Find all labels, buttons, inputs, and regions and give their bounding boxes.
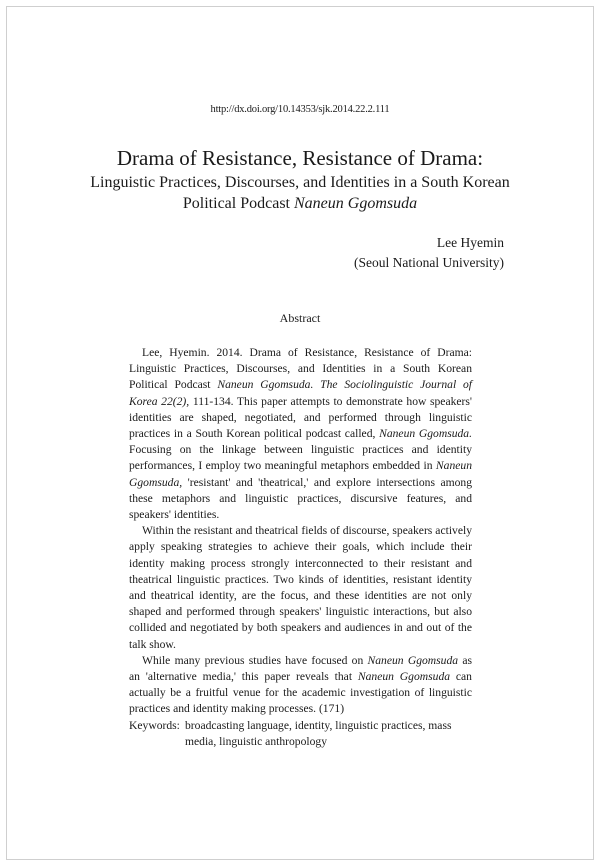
abstract-paragraph-1 — [129, 345, 472, 523]
author-name: Lee Hyemin — [436, 235, 504, 250]
subtitle-prefix: Political Podcast — [182, 195, 294, 212]
abstract-paragraph-3 — [129, 653, 472, 718]
keywords — [129, 718, 472, 750]
subtitle-line-1: Linguistic Practices, Discourses, and Identities in a South Korean — [90, 174, 510, 191]
abstract-text: can actually be a fruitful venue for the academic investigation of linguistic practices and identity making processes. (171) — [129, 670, 472, 716]
paper-title: Drama of Resistance, Resistance of Drama: — [116, 146, 484, 170]
doi-link[interactable]: http://dx.doi.org/10.14353/sjk.2014.22.2.111 — [210, 104, 390, 115]
podcast-name: Naneun Ggomsuda — [357, 670, 451, 684]
abstract-text: While many previous studies have focused on — [142, 653, 368, 667]
abstract-heading: Abstract — [279, 311, 321, 325]
citation-journal: Naneun Ggomsuda. The Sociolinguistic Journal of Korea 22(2), — [129, 378, 472, 408]
abstract-text: 111-134. This paper attempts to demonstrate how speakers' identities are shaped, negotiated, and performed through linguistic practices in a South Korean political podcast called, — [129, 394, 472, 441]
subtitle-line-2 — [0, 193, 600, 214]
podcast-name: Naneun Ggomsuda — [367, 653, 459, 667]
abstract-paragraph-2: Within the resistant and theatrical fields of discourse, speakers actively apply speaking strategies to achieve their goals, which include their identity making process strongly interconnected to their resistant and theatrical linguistic practices. Two kinds of identities, resistant identity and theatrical identity, are the focus, and these identities are not only shaped and performed through speakers' linguistic interactions, but also collided and negotiated by both speakers and audiences in and out of the talk show. — [129, 524, 472, 651]
abstract-body — [129, 345, 472, 750]
podcast-name: Naneun Ggomsuda. — [379, 427, 472, 441]
paper-subtitle — [0, 172, 600, 214]
subtitle-podcast-name: Naneun Ggomsuda — [294, 195, 418, 212]
citation-text: Lee, Hyemin. 2014. Drama of Resistance, Resistance of Drama: Linguistic Practices, Discourses, and Identities in a South Korean Political Podcast — [129, 346, 472, 392]
author-affiliation: (Seoul National University) — [354, 255, 504, 270]
keywords-label: Keywords: — [129, 718, 180, 732]
abstract-text: Focusing on the linkage between linguistic practices and identity performances, I employ two meaningful metaphors embedded in — [129, 443, 472, 473]
abstract-text: as an 'alternative media,' this paper reveals that — [129, 653, 472, 684]
abstract-text: 'resistant' and 'theatrical,' and explore intersections among these metaphors and linguistic practices, discursive features, and speakers' identities. — [129, 475, 472, 522]
podcast-name: Naneun Ggomsuda, — [129, 459, 472, 489]
keywords-list: broadcasting language, identity, linguistic practices, mass media, linguistic anthropology — [185, 718, 452, 748]
